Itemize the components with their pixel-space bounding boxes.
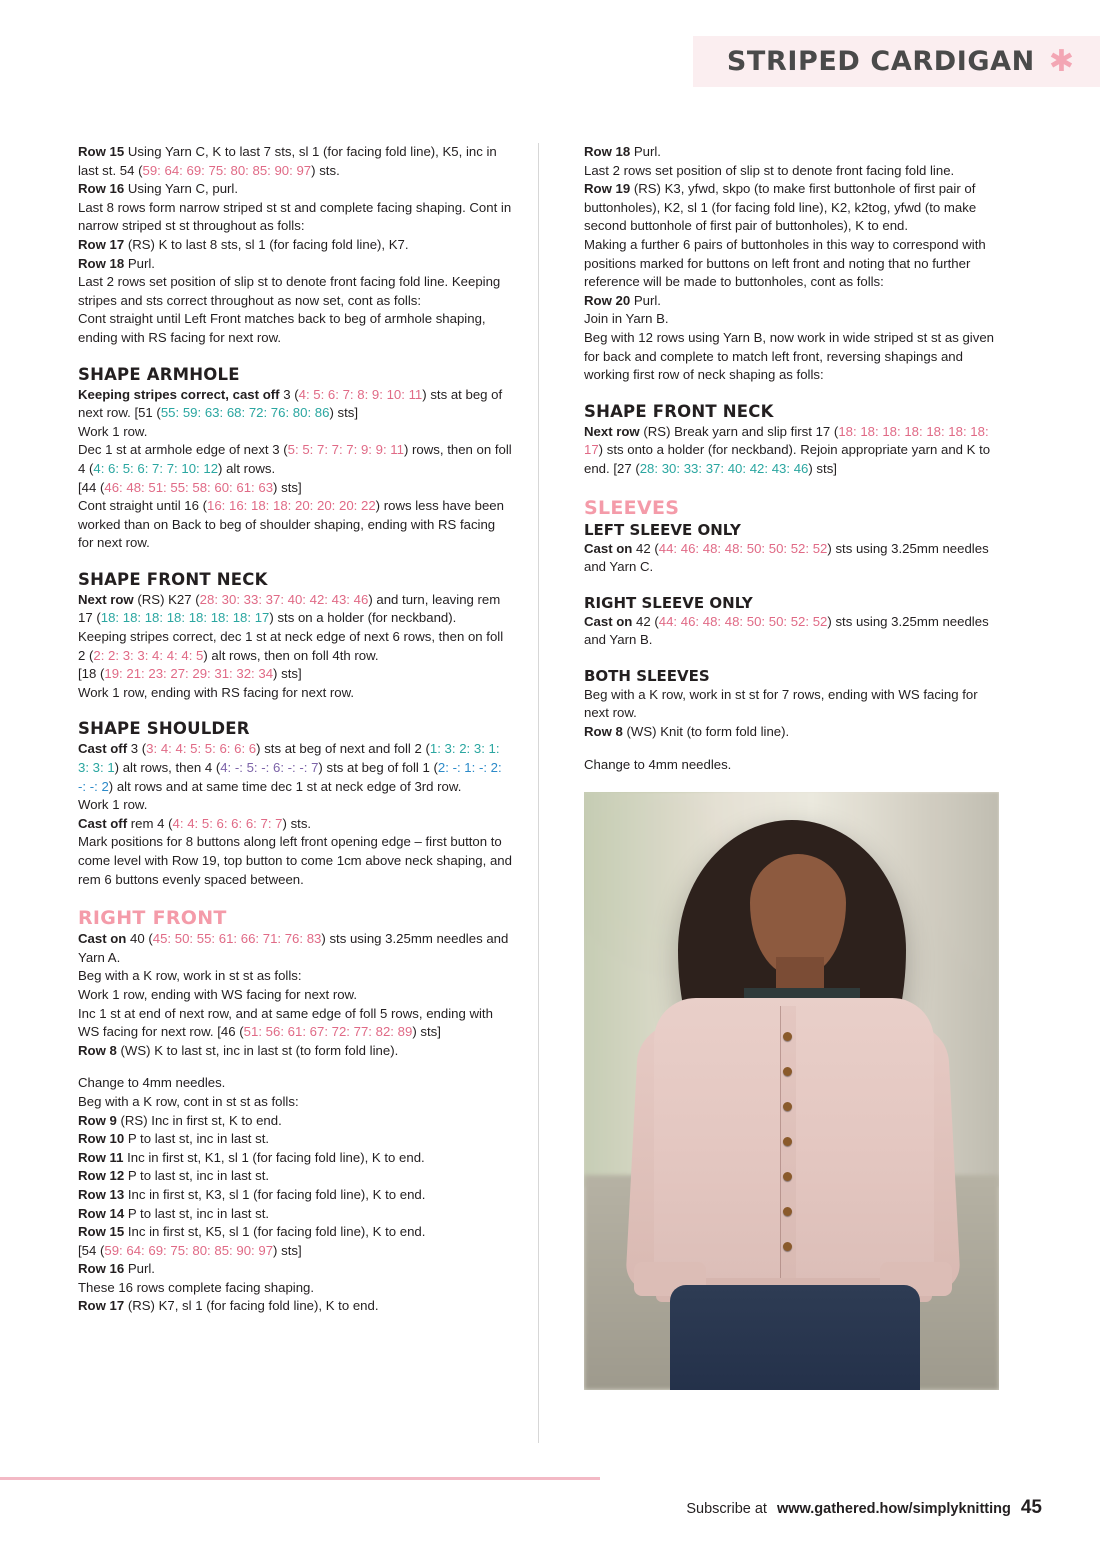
paragraph-right-front-beg: Beg with a K row, work in st st as folls: — [78, 968, 302, 984]
row-label: Row 12 — [78, 1168, 125, 1184]
size-values: 28: 30: 33: 37: 40: 42: 43: 46 — [639, 460, 809, 476]
row-text: (RS) K to last 8 sts, sl 1 (for facing fold line), K7. — [124, 236, 409, 252]
text: (RS) K27 ( — [133, 591, 200, 607]
bold-lead: Keeping stripes correct, cast off — [78, 386, 280, 402]
row-text: (WS) Knit (to form fold line). — [622, 724, 790, 740]
text: ) sts] — [412, 1024, 441, 1040]
row-text: Inc in first st, K1, sl 1 (for facing fold line), K to end. — [123, 1149, 425, 1165]
paragraph-row-19r — [584, 180, 999, 236]
size-values: 4: 5: 6: 7: 8: 9: 10: 11 — [298, 386, 423, 402]
size-values: 4: 6: 5: 6: 7: 7: 10: 12 — [93, 460, 219, 476]
paragraph-shoulder-work-row: Work 1 row. — [78, 797, 148, 813]
footer-rule — [0, 1477, 600, 1480]
heading-shape-armhole: SHAPE ARMHOLE — [78, 364, 240, 384]
paragraph-wide-stripe: Beg with 12 rows using Yarn B, now work in wide striped st st as given for back and complete to match left front, reversing shapings and working first row of neck shaping as folls: — [584, 329, 994, 383]
row-label: Row 20 — [584, 292, 631, 308]
page-header-tab — [693, 36, 1100, 87]
text: ) sts using 3.25mm needles and Yarn B. — [584, 613, 989, 648]
text: ) alt rows and at same time dec 1 st at neck edge of 3rd row. — [108, 778, 462, 794]
row-label: Row 10 — [78, 1131, 125, 1147]
text: ) rows less have been worked than on Back to beg of shoulder shaping, ending with RS facing for next row. — [78, 498, 504, 551]
size-values: 51: 56: 61: 67: 72: 77: 82: 89 — [243, 1024, 413, 1040]
size-values: 44: 46: 48: 48: 50: 50: 52: 52 — [658, 613, 828, 629]
row-label: Row 18 — [584, 144, 631, 159]
bold-lead: Next row — [78, 591, 134, 607]
row-text: (RS) K3, yfwd, skpo (to make first buttonhole of first pair of buttonholes), K2, sl 1 (for facing fold line), K2, k2tog, yfwd (to make second buttonhole of first pair of buttonholes), K to end. — [584, 181, 977, 234]
size-values: 19: 21: 23: 27: 29: 31: 32: 34 — [104, 666, 274, 682]
text: ) sts at beg of next row. [51 ( — [78, 386, 503, 421]
row-text: (WS) K to last st, inc in last st (to form fold line). — [116, 1042, 399, 1058]
size-values: 18: 18: 18: 18: 18: 18: 18: 17 — [584, 423, 989, 458]
text: 40 ( — [126, 931, 153, 947]
paragraph-shoulder-castoff-rem — [78, 815, 512, 834]
paragraph-armhole-cont — [78, 497, 512, 553]
text: ) sts onto a holder (for neckband). Rejoin appropriate yarn and K to end. [27 ( — [584, 442, 991, 476]
paragraph-right-front-work1: Work 1 row, ending with WS facing for next row. — [78, 986, 358, 1002]
row-text: P to last st, inc in last st. — [124, 1205, 270, 1221]
text: 42 ( — [632, 613, 659, 629]
size-values: 59: 64: 69: 75: 80: 85: 90: 97 — [104, 1242, 274, 1258]
paragraph-armhole-count — [78, 479, 512, 498]
text: ) sts] — [273, 666, 302, 682]
heading-shape-front-neck-left: SHAPE FRONT NECK — [78, 569, 268, 589]
size-values: 2: 2: 3: 3: 4: 4: 4: 5 — [93, 647, 204, 663]
row-text: Purl. — [630, 292, 661, 308]
text: ) alt rows, then 4 ( — [114, 760, 221, 776]
paragraph-right-front-contstst: Beg with a K row, cont in st st as folls: — [78, 1093, 299, 1109]
size-values: 45: 50: 55: 61: 66: 71: 76: 83 — [152, 931, 322, 947]
text: ) sts using 3.25mm needles and Yarn A. — [78, 931, 509, 965]
text: rem 4 ( — [127, 815, 173, 831]
size-values: 5: 5: 7: 7: 7: 9: 9: 11 — [287, 442, 404, 458]
row-label: Row 8 — [584, 724, 623, 740]
right-column — [539, 143, 999, 1443]
size-values: 28: 30: 33: 37: 40: 42: 43: 46 — [199, 591, 369, 607]
row-text: Inc in first st, K3, sl 1 (for facing fold line), K to end. — [124, 1186, 426, 1202]
row-label: Row 15 — [78, 144, 125, 159]
paragraph-row-9 — [78, 1112, 512, 1131]
size-values: 55: 59: 63: 68: 72: 76: 80: 86 — [160, 405, 330, 421]
paragraph-right-front-inc — [78, 1005, 512, 1042]
paragraph-row-14 — [78, 1205, 512, 1224]
text: ) sts. — [282, 815, 312, 831]
size-values: 46: 48: 51: 55: 58: 60: 61: 63 — [104, 479, 274, 495]
paragraph-neck-count — [78, 665, 512, 684]
paragraph-row-15b — [78, 1223, 512, 1242]
text: 3 ( — [127, 741, 147, 757]
text: ) alt rows. — [218, 460, 276, 476]
subscribe-url[interactable]: www.gathered.how/simplyknitting — [776, 1501, 1011, 1517]
bold-lead: Cast on — [584, 540, 633, 556]
paragraph-row17 — [78, 236, 512, 255]
paragraph-join-yarn-b: Join in Yarn B. — [584, 311, 669, 327]
row-label: Row 19 — [584, 181, 631, 197]
paragraph-armhole-dec — [78, 441, 512, 478]
paragraph-row-13 — [78, 1186, 512, 1205]
heading-both-sleeves: BOTH SLEEVES — [584, 666, 710, 685]
row-label: Row 13 — [78, 1186, 125, 1202]
heading-sleeves: SLEEVES — [584, 496, 680, 519]
row-text: (RS) Inc in first st, K to end. — [116, 1112, 282, 1128]
text: Inc 1 st at end of next row, and at same edge of foll 5 rows, ending with WS facing for next row. [46 ( — [78, 1005, 493, 1040]
paragraph-row-10 — [78, 1130, 512, 1149]
row-text: P to last st, inc in last st. — [124, 1168, 270, 1184]
row-text: Inc in first st, K5, sl 1 (for facing fold line), K to end. — [124, 1224, 426, 1240]
row-text: (RS) K7, sl 1 (for facing fold line), K to end. — [124, 1298, 379, 1314]
photo-jeans — [670, 1285, 920, 1390]
left-column — [78, 143, 538, 1443]
paragraph-armhole-castoff — [78, 386, 512, 423]
row-label: Row 9 — [78, 1112, 117, 1128]
text: [44 ( — [78, 479, 105, 495]
bold-lead: Cast off — [78, 815, 128, 831]
row-text: Using Yarn C, purl. — [124, 181, 239, 197]
row-label: Row 18 — [78, 255, 125, 271]
photo-button-placket — [780, 1006, 796, 1298]
paragraph-front-neck-next-row — [584, 423, 999, 479]
row-text: Purl. — [630, 144, 661, 159]
text: ) alt rows, then on foll 4th row. — [203, 647, 379, 663]
paragraph-change-needles-sleeves: Change to 4mm needles. — [584, 756, 732, 772]
paragraph-change-needles: Change to 4mm needles. — [78, 1075, 226, 1091]
size-values: 2: -: 1: -: 2: -: -: 2 — [78, 760, 502, 794]
paragraph-row-18r — [584, 143, 999, 162]
paragraph-row-17b — [78, 1297, 512, 1316]
text: ) sts] — [273, 479, 302, 495]
paragraph-cont-straight: Cont straight until Left Front matches back to beg of armhole shaping, ending with RS facing for next row. — [78, 311, 486, 345]
paragraph-row-11 — [78, 1149, 512, 1168]
heading-shape-shoulder: SHAPE SHOULDER — [78, 719, 250, 739]
paragraph-right-front-row8 — [78, 1042, 512, 1061]
size-values: 18: 18: 18: 18: 18: 18: 18: 17 — [100, 610, 270, 626]
row-tail: ) sts. — [311, 162, 340, 178]
text: 42 ( — [632, 540, 659, 556]
page-title: STRIPED CARDIGAN — [726, 46, 1035, 77]
footer — [686, 1497, 1042, 1519]
row-text: P to last st, inc in last st. — [124, 1131, 270, 1147]
size-values: 3: 4: 4: 5: 5: 6: 6: 6 — [146, 741, 257, 757]
heading-left-sleeve-only: LEFT SLEEVE ONLY — [584, 520, 741, 539]
paragraph-neck-dec — [78, 628, 512, 665]
size-values: 59: 64: 69: 75: 80: 85: 90: 97 — [142, 162, 312, 178]
size-values: 4: 4: 5: 6: 6: 6: 7: 7 — [172, 815, 283, 831]
size-values: 16: 16: 18: 18: 20: 20: 20: 22 — [207, 498, 376, 514]
page-number: 45 — [1020, 1497, 1042, 1518]
row-label: Row 17 — [78, 236, 125, 252]
row-label: Row 14 — [78, 1205, 125, 1221]
subscribe-text: Subscribe at — [686, 1501, 767, 1517]
paragraph-row-20r — [584, 292, 999, 311]
paragraph-buttonholes-note: Making a further 6 pairs of buttonholes in this way to correspond with positions marked for buttons on left front and noting that no further reference will be made to buttonholes, cont as folls: — [584, 236, 986, 290]
text: ) sts] — [273, 1242, 302, 1258]
text: ) sts on a holder (for neckband). — [269, 610, 457, 626]
row-label: Row 17 — [78, 1298, 125, 1314]
bold-lead: Next row — [584, 423, 640, 439]
paragraph-row15 — [78, 143, 512, 180]
asterisk-icon: ✱ — [1048, 44, 1074, 78]
paragraph-right-sleeve-caston — [584, 613, 999, 650]
heading-right-sleeve-only: RIGHT SLEEVE ONLY — [584, 593, 753, 612]
text: 3 ( — [279, 386, 299, 402]
size-values: 44: 46: 48: 48: 50: 50: 52: 52 — [658, 540, 828, 556]
text: ) sts at beg of foll 1 ( — [318, 760, 438, 776]
text: [18 ( — [78, 666, 105, 682]
row-label: Row 11 — [78, 1149, 124, 1165]
bold-lead: Cast on — [584, 613, 633, 629]
row-text: Purl. — [124, 1261, 155, 1277]
paragraph-neck-next-row — [78, 591, 512, 628]
paragraph-row-16b — [78, 1260, 512, 1279]
model-photo — [584, 792, 999, 1390]
text: ) sts using 3.25mm needles and Yarn C. — [584, 540, 989, 575]
paragraph-right-front-count — [78, 1242, 512, 1261]
paragraph-button-positions: Mark positions for 8 buttons along left front opening edge – first button to come level with Row 19, top button to come 1cm above neck shaping, and rem 6 buttons evenly spaced between. — [78, 834, 512, 887]
paragraph-shoulder-castoff — [78, 740, 512, 796]
row-label: Row 8 — [78, 1042, 117, 1058]
paragraph-neck-work-row: Work 1 row, ending with RS facing for next row. — [78, 684, 355, 700]
paragraph-right-front-caston — [78, 930, 512, 967]
paragraph-row-12 — [78, 1167, 512, 1186]
paragraph-row18 — [78, 255, 512, 274]
text: Keeping stripes correct, dec 1 st at neck edge of next 6 rows, then on foll 2 ( — [78, 629, 504, 663]
row-text: Using Yarn C, K to last 7 sts, sl 1 (for facing fold line), K5, inc in last st. 54 ( — [78, 144, 497, 178]
bold-lead: Cast off — [78, 741, 128, 757]
bold-lead: Cast on — [78, 931, 127, 947]
text: ) sts at beg of next and foll 2 ( — [256, 741, 430, 757]
text: Cont straight until 16 ( — [78, 498, 208, 514]
size-values: 1: 3: 2: 3: 1: 3: 3: 1 — [78, 741, 500, 776]
row-label: Row 15 — [78, 1224, 125, 1240]
text: [54 ( — [78, 1242, 105, 1258]
paragraph-both-sleeves-row8 — [584, 723, 999, 742]
text: ) and turn, leaving rem 17 ( — [78, 591, 501, 626]
paragraph-foldline-note: Last 2 rows set position of slip st to denote front facing fold line. Keeping stripes and sts correct throughout as now set, cont as folls: — [78, 274, 501, 308]
article-columns — [78, 143, 1043, 1443]
size-values: 4: -: 5: -: 6: -: -: 7 — [220, 760, 319, 776]
text: ) sts] — [329, 405, 359, 421]
paragraph-foldline-note-r: Last 2 rows set position of slip st to denote front facing fold line. — [584, 162, 955, 178]
paragraph-row16 — [78, 180, 512, 199]
row-label: Row 16 — [78, 1261, 125, 1277]
paragraph-narrow-stripe: Last 8 rows form narrow striped st st and complete facing shaping. Cont in narrow striped st st throughout as folls: — [78, 199, 512, 234]
paragraph-facing-complete: These 16 rows complete facing shaping. — [78, 1279, 315, 1295]
paragraph-both-sleeves-beg: Beg with a K row, work in st st for 7 rows, ending with WS facing for next row. — [584, 686, 978, 721]
paragraph-work-1-row: Work 1 row. — [78, 423, 148, 439]
text: Dec 1 st at armhole edge of next 3 ( — [78, 442, 288, 458]
heading-right-front: RIGHT FRONT — [78, 907, 227, 930]
text: (RS) Break yarn and slip first 17 ( — [639, 423, 839, 439]
row-label: Row 16 — [78, 181, 125, 197]
heading-shape-front-neck-right: SHAPE FRONT NECK — [584, 401, 774, 421]
text: ) rows, then on foll 4 ( — [78, 442, 512, 476]
row-text: Purl. — [124, 255, 155, 271]
text: ) sts] — [808, 460, 837, 476]
paragraph-left-sleeve-caston — [584, 540, 999, 577]
